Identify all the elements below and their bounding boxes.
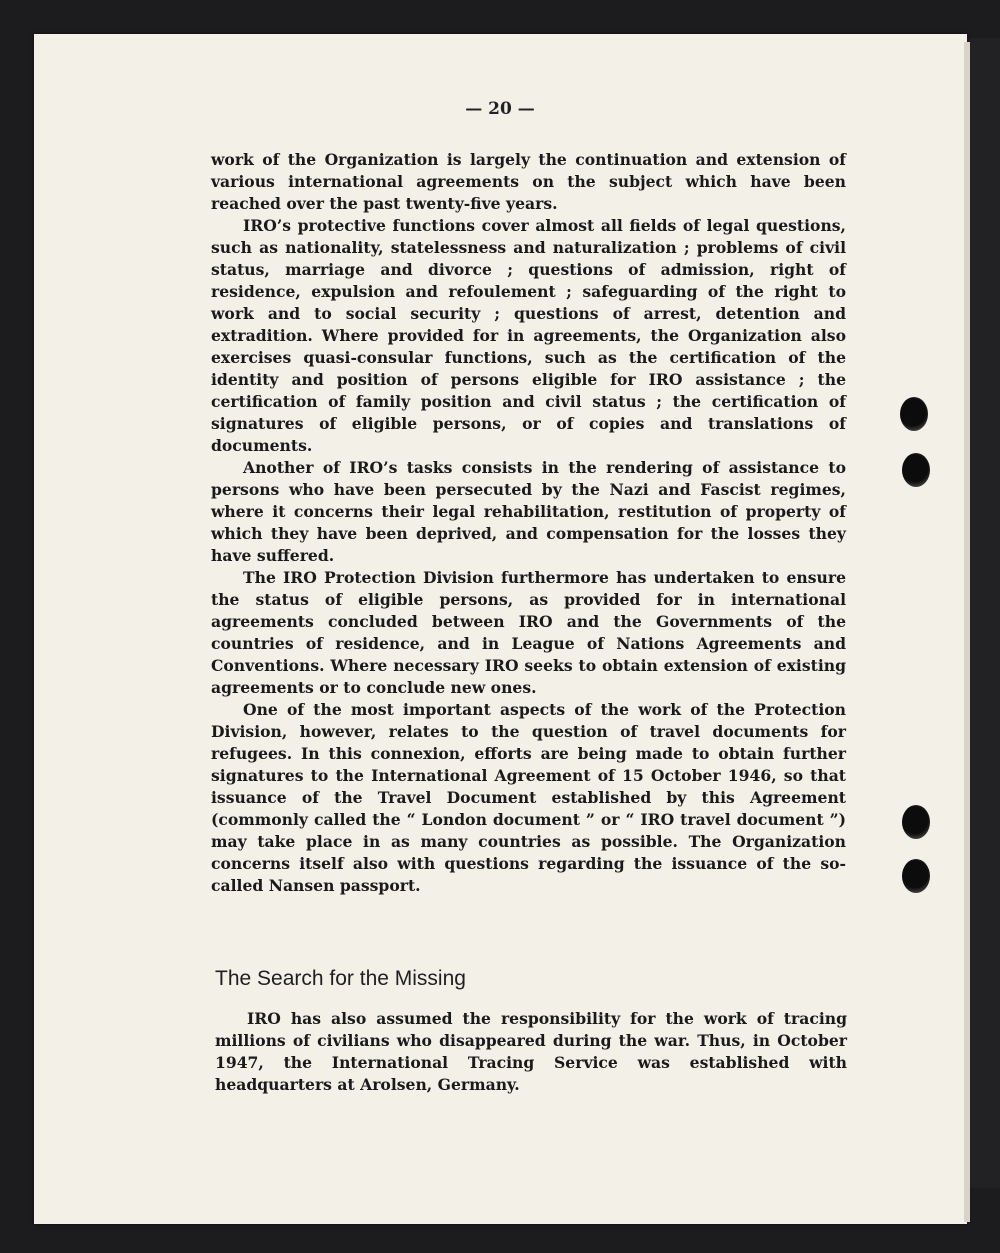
- paragraph-persecuted-assistance: Another of IRO’s tasks consists in the rendering of assistance to persons who have been persecuted by the Nazi and Fascist regimes, where it concerns their legal rehabilitation, restitution of property of which they have been deprived, and compensation for the losses they have suffered.: [211, 458, 846, 565]
- section-heading: The Search for the Missing: [215, 967, 466, 990]
- binder-hole-icon: [902, 453, 930, 487]
- binder-hole-icon: [900, 397, 928, 431]
- binder-hole-icon: [902, 859, 930, 893]
- paragraph-tracing-service: IRO has also assumed the responsibility for the work of tracing millions of civilians who disappeared during the war. Thus, in October 1947, the International Tracing Service was established with headquarters at Arolsen, Germany.: [215, 1009, 847, 1094]
- paragraph-protection-division: The IRO Protection Division furthermore has undertaken to ensure the status of eligible persons, as provided for in international agreements concluded between IRO and the Governments of the countries of residence, and in League of Nations Agreements and Conventions. Where necessary IRO seeks to obtain extension of existing agreements or to conclude new ones.: [211, 568, 846, 697]
- page-edge: [964, 42, 970, 1222]
- paragraph-travel-documents: One of the most important aspects of the work of the Protection Division, however, relates to the question of travel documents for refugees. In this connexion, efforts are being made to obtain further signatures to the International Agreement of 15 October 1946, so that issuance of the Travel Document established by this Agreement (commonly called the “ London document ” or “ IRO travel document ”) may take place in as many countries as possible. The Organization concerns itself also with questions regarding the issuance of the so-called Nansen passport.: [211, 700, 846, 895]
- paragraph-protective-functions: IRO’s protective functions cover almost all fields of legal questions, such as nationality, statelessness and naturalization ; problems of civil status, marriage and divorce ; questions of admission, right of residence, expulsion and refoulement ; safeguarding of the right to work and to social security ; questions of arrest, detention and extradition. Where provided for in agreements, the Organization also exercises quasi-consular functions, such as the certification of the identity and position of persons eligible for IRO assistance ; the certification of family position and civil status ; the certification of signatures of eligible persons, or of copies and translations of documents.: [211, 216, 846, 455]
- binder-hole-icon: [902, 805, 930, 839]
- body-text: [211, 149, 846, 897]
- background-strip: [970, 38, 1000, 1188]
- paragraph-continuation: work of the Organization is largely the continuation and extension of various international agreements on the subject which have been reached over the past twenty-five years.: [211, 150, 846, 213]
- page-number: — 20 —: [465, 99, 535, 119]
